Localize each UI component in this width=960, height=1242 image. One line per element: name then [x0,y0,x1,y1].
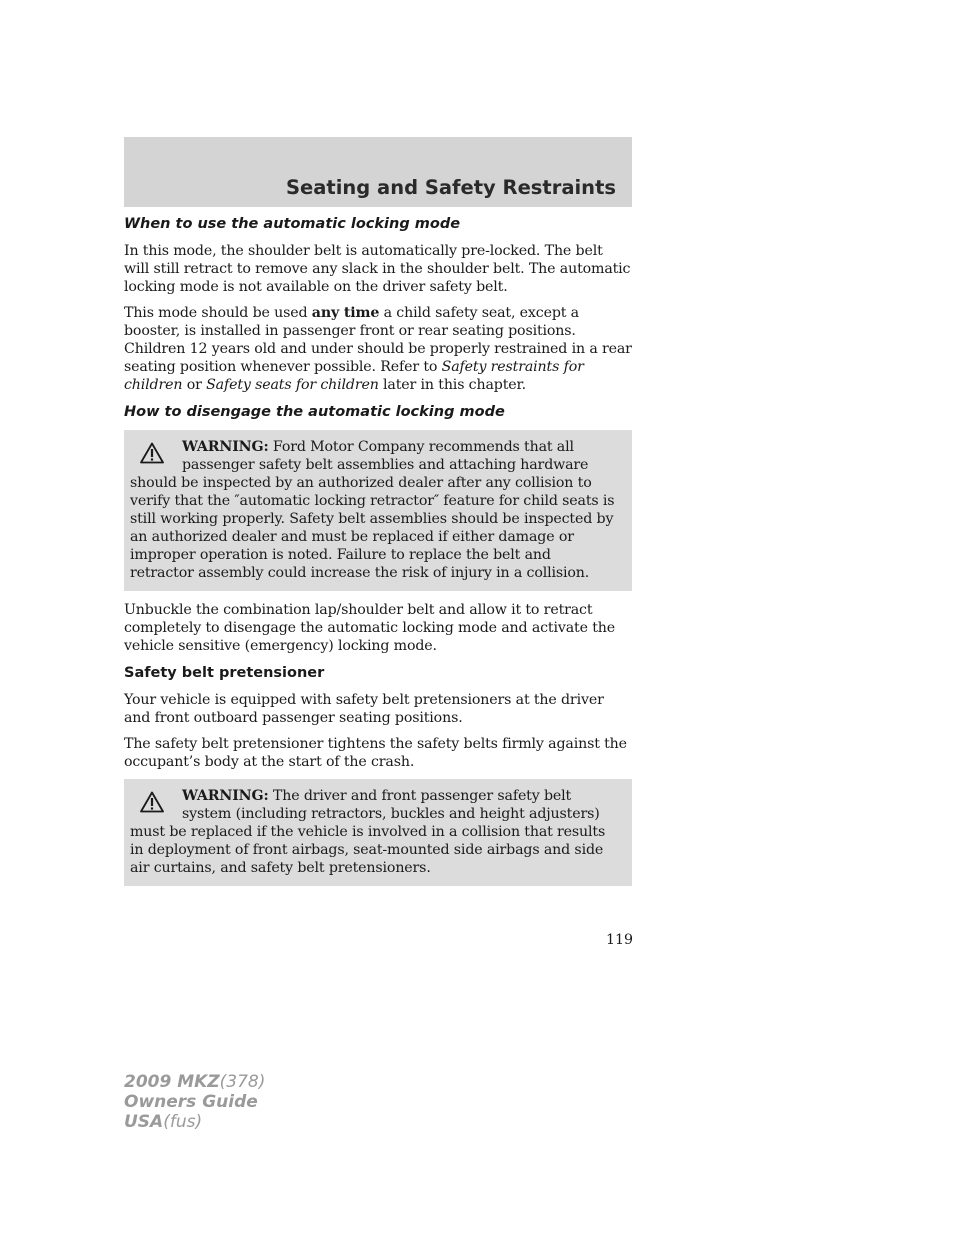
page-number: 119 [606,932,634,948]
warning-box-inspection [124,430,632,591]
paragraph-when-to-use [124,304,632,394]
warning-triangle-icon [140,442,164,464]
cross-reference-safety-seats: Safety seats for children [206,377,379,393]
warning-label: WARNING: [182,439,269,455]
text-run: later in this chapter. [378,377,526,393]
chapter-title: Seating and Safety Restraints [285,176,616,199]
text-run: a child safety seat, except a booster, is installed in passenger front or rear seating positions. Children 12 years old and under should be properly restrained in a rear seating position whenever possible. Refer to [124,305,632,375]
footer-guide: Owners Guide [124,1092,258,1112]
header-band [124,137,632,207]
footer-line-model [124,1072,265,1092]
footer-model: 2009 MKZ [124,1072,220,1092]
page-content [124,214,632,896]
paragraph-unbuckle: Unbuckle the combination lap/shoulder belt and allow it to retract completely to disengage the automatic locking mode and activate the vehicle sensitive (emergency) locking mode. [124,602,615,654]
cross-reference-restraints: Safety restraints for children [124,359,584,393]
paragraph-equipped: Your vehicle is equipped with safety belt pretensioners at the driver and front outboard passenger seating positions. [124,692,604,726]
section-heading-automatic-locking: When to use the automatic locking mode [124,216,461,232]
text-run: This mode should be used [124,305,312,321]
warning-text: Ford Motor Company recommends that all passenger safety belt assemblies and attaching hardware should be inspected by an authorized dealer after any collision to verify that the ″automatic locking retractor″ feature for child seats is still working properly. Safety belt assemblies should be inspected by an authorized dealer and must be replaced if either damage or improper operation is noted. Failure to replace the belt and retractor assembly could increase the risk of injury in a collision. [130,439,615,581]
emphasis-any-time: any time [311,305,380,321]
footer-line-market [124,1112,265,1132]
section-heading-pretensioner: Safety belt pretensioner [124,665,325,681]
footer-market: USA [124,1112,164,1132]
paragraph-prelocked: In this mode, the shoulder belt is automatically pre-locked. The belt will still retract to remove any slack in the shoulder belt. The automatic locking mode is not available on the driver safety belt. [124,243,631,295]
footer-market-code: (fus) [163,1112,203,1132]
footer-edition [124,1072,265,1132]
section-heading-disengage: How to disengage the automatic locking mode [124,404,505,420]
warning-text: The driver and front passenger safety belt system (including retractors, buckles and height adjusters) must be replaced if the vehicle is involved in a collision that results in deployment of front airbags, seat-mounted side airbags and side air curtains, and safety belt pretensioners. [130,788,606,876]
warning-box-replacement [124,779,632,886]
footer-line-guide [124,1092,265,1112]
footer-model-code: (378) [219,1072,266,1092]
warning-triangle-icon [140,791,164,813]
paragraph-tightens: The safety belt pretensioner tightens the safety belts firmly against the occupant’s body at the start of the crash. [124,736,627,770]
text-run: or [182,377,207,393]
warning-label: WARNING: [182,788,269,804]
